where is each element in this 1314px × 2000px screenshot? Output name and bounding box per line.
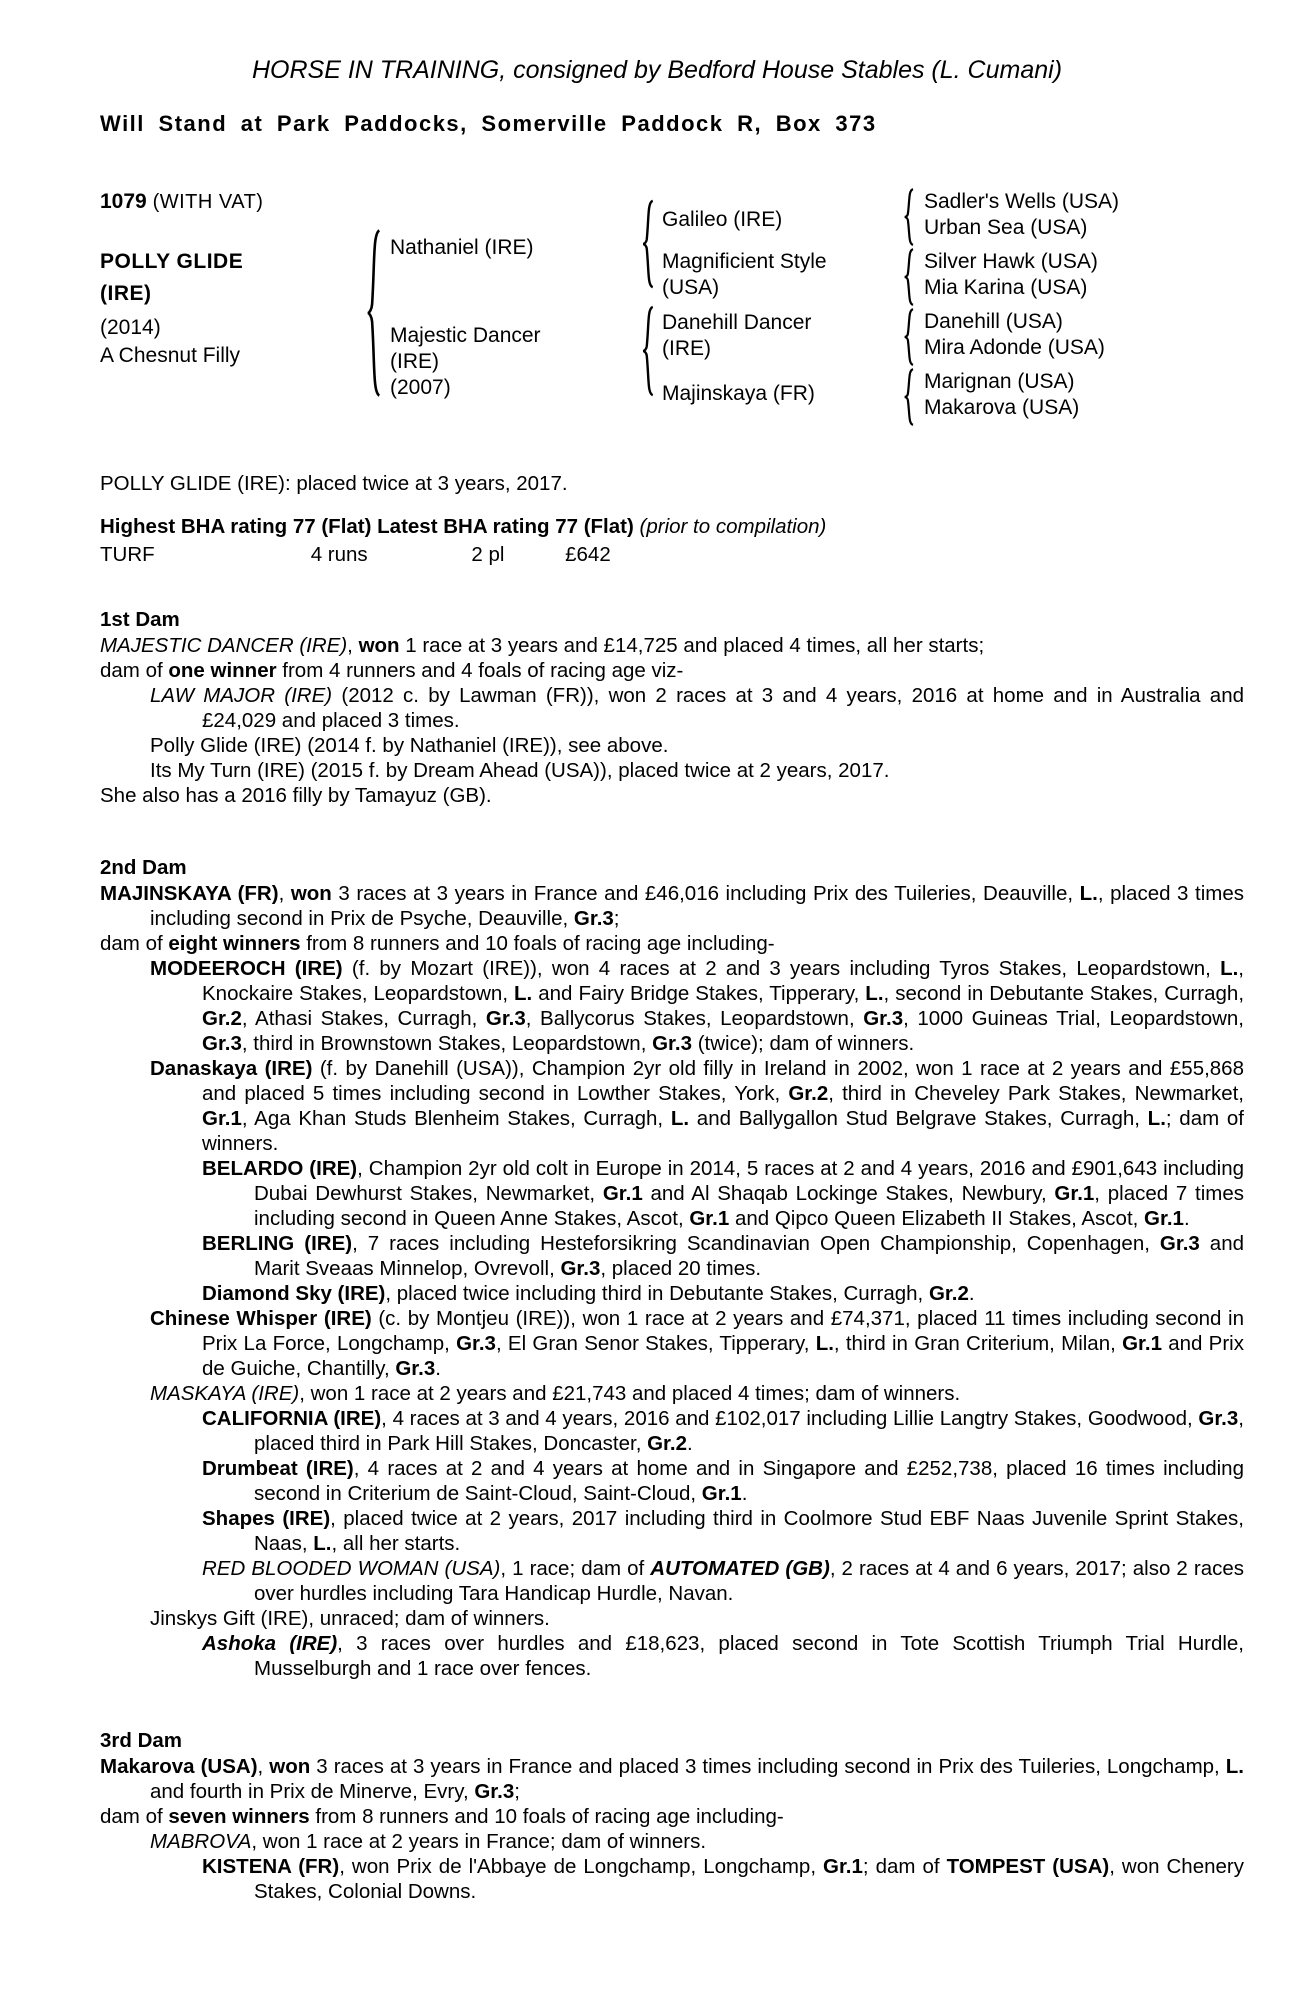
text-segment: , Aga Khan Studs Blenheim Stakes, Curragh, bbox=[241, 1107, 671, 1130]
text-segment: L. bbox=[865, 982, 884, 1005]
gen1-brace bbox=[364, 227, 382, 399]
catalogue-paragraph bbox=[100, 1606, 1244, 1631]
text-segment: , 3 races over hurdles and £18,623, placed second in Tote Scottish Triumph Trial Hurdle, Musselburgh and 1 race over fences. bbox=[254, 1632, 1244, 1680]
bha-rating-note: (prior to compilation) bbox=[639, 515, 827, 538]
text-segment: (f. by Mozart (IRE)), won 4 races at 2 and 3 years including Tyros Stakes, Leopardstown, bbox=[342, 957, 1221, 980]
catalogue-paragraph bbox=[100, 658, 1244, 683]
catalogue-paragraph bbox=[100, 683, 1244, 733]
catalogue-paragraph bbox=[100, 1456, 1244, 1506]
text-segment: Gr.2 bbox=[928, 1282, 969, 1305]
text-segment: CALIFORNIA (IRE) bbox=[202, 1407, 382, 1430]
text-segment: won bbox=[269, 1755, 311, 1778]
catalogue-paragraph bbox=[100, 931, 1244, 956]
text-segment: She also has a 2016 filly by Tamayuz (GB). bbox=[100, 784, 492, 807]
text-segment: Shapes (IRE) bbox=[202, 1507, 331, 1530]
pedigree-grandsire: Galileo (IRE) bbox=[662, 208, 783, 231]
text-segment: . bbox=[686, 1432, 693, 1455]
text-segment: , El Gran Senor Stakes, Tipperary, bbox=[495, 1332, 816, 1355]
text-segment: , 2 races at 4 and 6 years, 2017; also 2 races over hurdles including Tara Handicap Hurdle, Navan. bbox=[254, 1557, 1244, 1605]
catalogue-paragraph bbox=[100, 1231, 1244, 1281]
pedigree-granddam-suffix: (USA) bbox=[662, 276, 720, 299]
text-segment: Gr.3 bbox=[652, 1032, 692, 1055]
text-segment: L. bbox=[1147, 1107, 1166, 1130]
text-segment: , won 1 race at 2 years and £21,743 and placed 4 times; dam of winners. bbox=[299, 1382, 961, 1405]
text-segment: Gr.2 bbox=[647, 1432, 687, 1455]
text-segment: from 8 runners and 10 foals of racing age including- bbox=[309, 1805, 784, 1828]
gen2-brace-top bbox=[640, 199, 655, 289]
gen2-brace-bottom bbox=[640, 305, 655, 397]
text-segment: , placed third in Park Hill Stakes, Doncaster, bbox=[254, 1407, 1244, 1455]
text-segment: (twice); dam of winners. bbox=[692, 1032, 915, 1055]
catalogue-paragraph bbox=[100, 1829, 1244, 1854]
catalogue-paragraph bbox=[100, 1631, 1244, 1681]
text-segment: Gr.3 bbox=[1198, 1407, 1239, 1430]
text-segment: dam of bbox=[100, 659, 169, 682]
pedigree-sire: Nathaniel (IRE) bbox=[390, 236, 534, 259]
catalogue-paragraph bbox=[100, 1381, 1244, 1406]
text-segment: Gr.1 bbox=[823, 1855, 863, 1878]
text-segment: and Fairy Bridge Stakes, Tipperary, bbox=[532, 982, 866, 1005]
text-segment: and fourth in Prix de Minerve, Evry, bbox=[150, 1780, 475, 1803]
text-segment: (2012 c. by Lawman (FR)), won 2 races at 3 and 4 years, 2016 at home and in Australia and £24,029 and placed 3 times. bbox=[202, 684, 1244, 732]
text-segment: Its My Turn (IRE) (2015 f. by Dream Ahead (USA)), placed twice at 2 years, 2017. bbox=[150, 759, 890, 782]
catalogue-paragraph bbox=[100, 881, 1244, 931]
text-segment: and Prix de Guiche, Chantilly, bbox=[202, 1332, 1244, 1380]
text-segment: Gr.1 bbox=[202, 1107, 242, 1130]
lot-line bbox=[100, 189, 263, 215]
text-segment: dam of bbox=[100, 932, 169, 955]
text-segment: Gr.3 bbox=[395, 1357, 436, 1380]
text-segment: , 7 races including Hesteforsikring Scandinavian Open Championship, Copenhagen, bbox=[352, 1232, 1160, 1255]
text-segment: Gr.1 bbox=[689, 1207, 730, 1230]
text-segment: , 4 races at 2 and 4 years at home and in Singapore and £252,738, placed 16 times including second in Criterium de Saint-Cloud, Saint-Cloud, bbox=[254, 1457, 1244, 1505]
text-segment: L. bbox=[815, 1332, 834, 1355]
text-segment: won bbox=[358, 634, 400, 657]
text-segment: . bbox=[435, 1357, 441, 1380]
text-segment: , placed twice including third in Debutante Stakes, Curragh, bbox=[385, 1282, 929, 1305]
pedigree-dam: Majestic Dancer bbox=[390, 324, 541, 347]
text-segment: Gr.1 bbox=[1144, 1207, 1184, 1230]
text-segment: Chinese Whisper (IRE) bbox=[150, 1307, 372, 1330]
text-segment: (f. by Danehill (USA)), Champion 2yr old filly in Ireland in 2002, won 1 race at 2 years and £55,868 and placed 5 times including second in Lowther Stakes, York, bbox=[202, 1057, 1244, 1105]
text-segment: , Athasi Stakes, Curragh, bbox=[241, 1007, 486, 1030]
text-segment: L. bbox=[670, 1107, 690, 1130]
pedigree-table bbox=[0, 155, 1314, 455]
text-segment: Jinskys Gift (IRE), unraced; dam of winners. bbox=[150, 1607, 550, 1630]
catalogue-paragraph bbox=[100, 1506, 1244, 1556]
text-segment: 3 races at 3 years in France and £46,016 including Prix des Tuileries, Deauville, bbox=[331, 882, 1080, 905]
text-segment: . bbox=[741, 1482, 748, 1505]
text-segment: L. bbox=[1225, 1755, 1244, 1778]
text-segment: AUTOMATED (GB) bbox=[650, 1557, 830, 1580]
text-segment: Gr.1 bbox=[1122, 1332, 1162, 1355]
text-segment: seven winners bbox=[168, 1805, 310, 1828]
placed-value: 2 pl bbox=[471, 543, 505, 566]
text-segment: , 1 race; dam of bbox=[500, 1557, 651, 1580]
text-segment: (c. by Montjeu (IRE)), won 1 race at 2 years and £74,371, placed 11 times including second in Prix La Force, Longchamp, bbox=[202, 1307, 1244, 1355]
text-segment: LAW MAJOR (IRE) bbox=[150, 684, 333, 707]
text-segment: KISTENA (FR) bbox=[202, 1855, 340, 1878]
text-segment: , bbox=[278, 882, 291, 905]
text-segment: MABROVA bbox=[150, 1830, 252, 1853]
text-segment: Gr.3 bbox=[573, 907, 614, 930]
catalogue-paragraph bbox=[100, 783, 1244, 808]
text-segment: Gr.3 bbox=[560, 1257, 601, 1280]
race-summary: POLLY GLIDE (IRE): placed twice at 3 years, 2017. bbox=[100, 472, 568, 495]
page-header: HORSE IN TRAINING, consigned by Bedford House Stables (L. Cumani) bbox=[251, 56, 1063, 84]
catalogue-paragraph bbox=[100, 1281, 1244, 1306]
text-segment: from 4 runners and 4 foals of racing age viz- bbox=[276, 659, 684, 682]
text-segment: Gr.3 bbox=[863, 1007, 904, 1030]
pedigree-dam-year: (2007) bbox=[390, 376, 451, 399]
text-segment: , Ballycorus Stakes, Leopardstown, bbox=[525, 1007, 864, 1030]
gen3-name: Mia Karina (USA) bbox=[924, 276, 1088, 299]
catalogue-paragraph bbox=[100, 1156, 1244, 1231]
text-segment: , won Chenery Stakes, Colonial Downs. bbox=[254, 1855, 1244, 1903]
text-segment: Gr.1 bbox=[701, 1482, 742, 1505]
text-segment: Gr.3 bbox=[1159, 1232, 1200, 1255]
pedigree-damsire-suffix: (IRE) bbox=[662, 337, 711, 360]
text-segment: , 1000 Guineas Trial, Leopardstown, bbox=[903, 1007, 1244, 1030]
gen3-brace-1 bbox=[902, 188, 915, 246]
pedigree-damsire: Danehill Dancer bbox=[662, 311, 812, 334]
pedigree-second-dam: Majinskaya (FR) bbox=[662, 382, 815, 405]
bha-rating-values: Highest BHA rating 77 (Flat) Latest BHA rating 77 (Flat) bbox=[100, 515, 634, 538]
text-segment: Polly Glide (IRE) (2014 f. by Nathaniel (IRE)), see above. bbox=[150, 734, 669, 757]
gen3-name: Marignan (USA) bbox=[924, 370, 1075, 393]
catalogue-paragraph bbox=[100, 956, 1244, 1056]
text-segment: BERLING (IRE) bbox=[202, 1232, 353, 1255]
text-segment: 3 races at 3 years in France and placed 3 times including second in Prix des Tuileries, Longchamp, bbox=[310, 1755, 1226, 1778]
gen3-name: Danehill (USA) bbox=[924, 310, 1063, 333]
horse-name: POLLY GLIDE bbox=[100, 250, 244, 273]
dam-sections bbox=[100, 607, 1244, 1904]
text-segment: L. bbox=[1220, 957, 1239, 980]
text-segment: MASKAYA (IRE) bbox=[150, 1382, 300, 1405]
catalogue-paragraph bbox=[100, 1306, 1244, 1381]
text-segment: ; dam of bbox=[862, 1855, 947, 1878]
section-heading: 2nd Dam bbox=[100, 856, 187, 879]
text-segment: L. bbox=[1079, 882, 1098, 905]
gen3-brace-3 bbox=[902, 308, 915, 366]
text-segment: MAJINSKAYA (FR) bbox=[100, 882, 279, 905]
text-segment: L. bbox=[313, 1532, 332, 1555]
text-segment: MODEEROCH (IRE) bbox=[150, 957, 343, 980]
text-segment: , won Prix de l'Abbaye de Longchamp, Longchamp, bbox=[339, 1855, 824, 1878]
text-segment: ; bbox=[613, 907, 620, 930]
catalogue-paragraph bbox=[100, 1406, 1244, 1456]
text-segment: . bbox=[968, 1282, 975, 1305]
bha-rating-line bbox=[100, 514, 1244, 539]
text-segment: , bbox=[257, 1755, 270, 1778]
catalogue-paragraph bbox=[100, 733, 1244, 758]
text-segment: , all her starts. bbox=[331, 1532, 461, 1555]
text-segment: , won 1 race at 2 years in France; dam of winners. bbox=[251, 1830, 707, 1853]
text-segment: eight winners bbox=[168, 932, 301, 955]
text-segment: Gr.3 bbox=[485, 1007, 526, 1030]
gen3-brace-4 bbox=[902, 368, 915, 426]
text-segment: MAJESTIC DANCER (IRE) bbox=[100, 634, 348, 657]
text-segment: , placed 20 times. bbox=[600, 1257, 762, 1280]
runs-value: 4 runs bbox=[310, 543, 368, 566]
text-segment: , placed twice at 2 years, 2017 including third in Coolmore Stud EBF Naas Juvenile Sprint Stakes, Naas, bbox=[254, 1507, 1244, 1555]
catalogue-paragraph bbox=[100, 1854, 1244, 1904]
text-segment: . bbox=[1183, 1207, 1190, 1230]
lot-number: 1079 bbox=[100, 190, 147, 213]
text-segment: ; bbox=[514, 1780, 520, 1803]
text-segment: , placed 7 times including second in Queen Anne Stakes, Ascot, bbox=[254, 1182, 1245, 1230]
text-segment: from 8 runners and 10 foals of racing age including- bbox=[300, 932, 775, 955]
text-segment: Ashoka (IRE) bbox=[202, 1632, 338, 1655]
text-segment: , third in Gran Criterium, Milan, bbox=[833, 1332, 1123, 1355]
text-segment: Gr.2 bbox=[788, 1082, 829, 1105]
text-segment: Drumbeat (IRE) bbox=[202, 1457, 354, 1480]
horse-year: (2014) bbox=[100, 316, 161, 339]
gen3-name: Makarova (USA) bbox=[924, 396, 1080, 419]
text-segment: Gr.3 bbox=[474, 1780, 515, 1803]
text-segment: TOMPEST (USA) bbox=[946, 1855, 1110, 1878]
catalogue-paragraph bbox=[100, 1556, 1244, 1606]
text-segment: Danaskaya (IRE) bbox=[150, 1057, 313, 1080]
text-segment: , third in Brownstown Stakes, Leopardstown, bbox=[241, 1032, 653, 1055]
text-segment: , Champion 2yr old colt in Europe in 2014, 5 races at 2 and 4 years, 2016 and £901,643 including Dubai Dewhurst Stakes, Newmarket, bbox=[254, 1157, 1244, 1205]
text-segment: Makarova (USA) bbox=[100, 1755, 258, 1778]
text-segment: , placed 3 times including second in Prix de Psyche, Deauville, bbox=[150, 882, 1244, 930]
gen3-name: Urban Sea (USA) bbox=[924, 216, 1088, 239]
gen3-name: Mira Adonde (USA) bbox=[924, 336, 1105, 359]
text-segment: and Al Shaqab Lockinge Stakes, Newbury, bbox=[642, 1182, 1055, 1205]
text-segment: , 4 races at 3 and 4 years, 2016 and £102,017 including Lillie Langtry Stakes, Goodwood, bbox=[381, 1407, 1199, 1430]
text-segment: and Marit Sveaas Minnelop, Ovrevoll, bbox=[254, 1232, 1245, 1280]
section-heading: 3rd Dam bbox=[100, 1729, 183, 1752]
text-segment: 1 race at 3 years and £14,725 and placed 4 times, all her starts; bbox=[399, 634, 985, 657]
catalogue-paragraph bbox=[100, 758, 1244, 783]
text-segment: Gr.3 bbox=[202, 1032, 242, 1055]
gen3-name: Silver Hawk (USA) bbox=[924, 250, 1098, 273]
section-heading: 1st Dam bbox=[100, 608, 180, 631]
pedigree-dam-suffix: (IRE) bbox=[390, 350, 439, 373]
text-segment: Gr.1 bbox=[602, 1182, 643, 1205]
text-segment: , bbox=[347, 634, 359, 657]
text-segment: dam of bbox=[100, 1805, 169, 1828]
text-segment: ; dam of winners. bbox=[202, 1107, 1244, 1155]
text-segment: Gr.2 bbox=[202, 1007, 242, 1030]
gen3-brace-2 bbox=[902, 248, 915, 306]
text-segment: , second in Debutante Stakes, Curragh, bbox=[883, 982, 1245, 1005]
catalogue-paragraph bbox=[100, 633, 1244, 658]
catalogue-paragraph bbox=[100, 1056, 1244, 1156]
pedigree-granddam: Magnificient Style bbox=[662, 250, 827, 273]
text-segment: , third in Cheveley Park Stakes, Newmarket, bbox=[828, 1082, 1244, 1105]
catalogue-paragraph bbox=[100, 1804, 1244, 1829]
text-segment: , Knockaire Stakes, Leopardstown, bbox=[202, 957, 1244, 1005]
earnings-value: £642 bbox=[565, 543, 611, 566]
text-segment: and Ballygallon Stud Belgrave Stakes, Curragh, bbox=[689, 1107, 1148, 1130]
catalogue-paragraph bbox=[100, 1754, 1244, 1804]
text-segment: Gr.1 bbox=[1054, 1182, 1095, 1205]
lot-vat-note: (WITH VAT) bbox=[152, 191, 264, 213]
horse-name-suffix: (IRE) bbox=[100, 282, 152, 305]
gen3-name: Sadler's Wells (USA) bbox=[924, 190, 1119, 213]
race-record-row bbox=[100, 542, 1244, 567]
text-segment: Gr.3 bbox=[456, 1332, 496, 1355]
text-segment: Diamond Sky (IRE) bbox=[202, 1282, 386, 1305]
horse-description: A Chesnut Filly bbox=[100, 344, 241, 367]
text-segment: won bbox=[290, 882, 332, 905]
text-segment: BELARDO (IRE) bbox=[202, 1157, 358, 1180]
stand-location-line: Will Stand at Park Paddocks, Somerville Paddock R, Box 373 bbox=[100, 111, 877, 136]
text-segment: one winner bbox=[168, 659, 277, 682]
surface-label: TURF bbox=[100, 543, 155, 566]
text-segment: and Qipco Queen Elizabeth II Stakes, Ascot, bbox=[729, 1207, 1145, 1230]
text-segment: RED BLOODED WOMAN (USA) bbox=[202, 1557, 501, 1580]
text-segment: L. bbox=[514, 982, 533, 1005]
